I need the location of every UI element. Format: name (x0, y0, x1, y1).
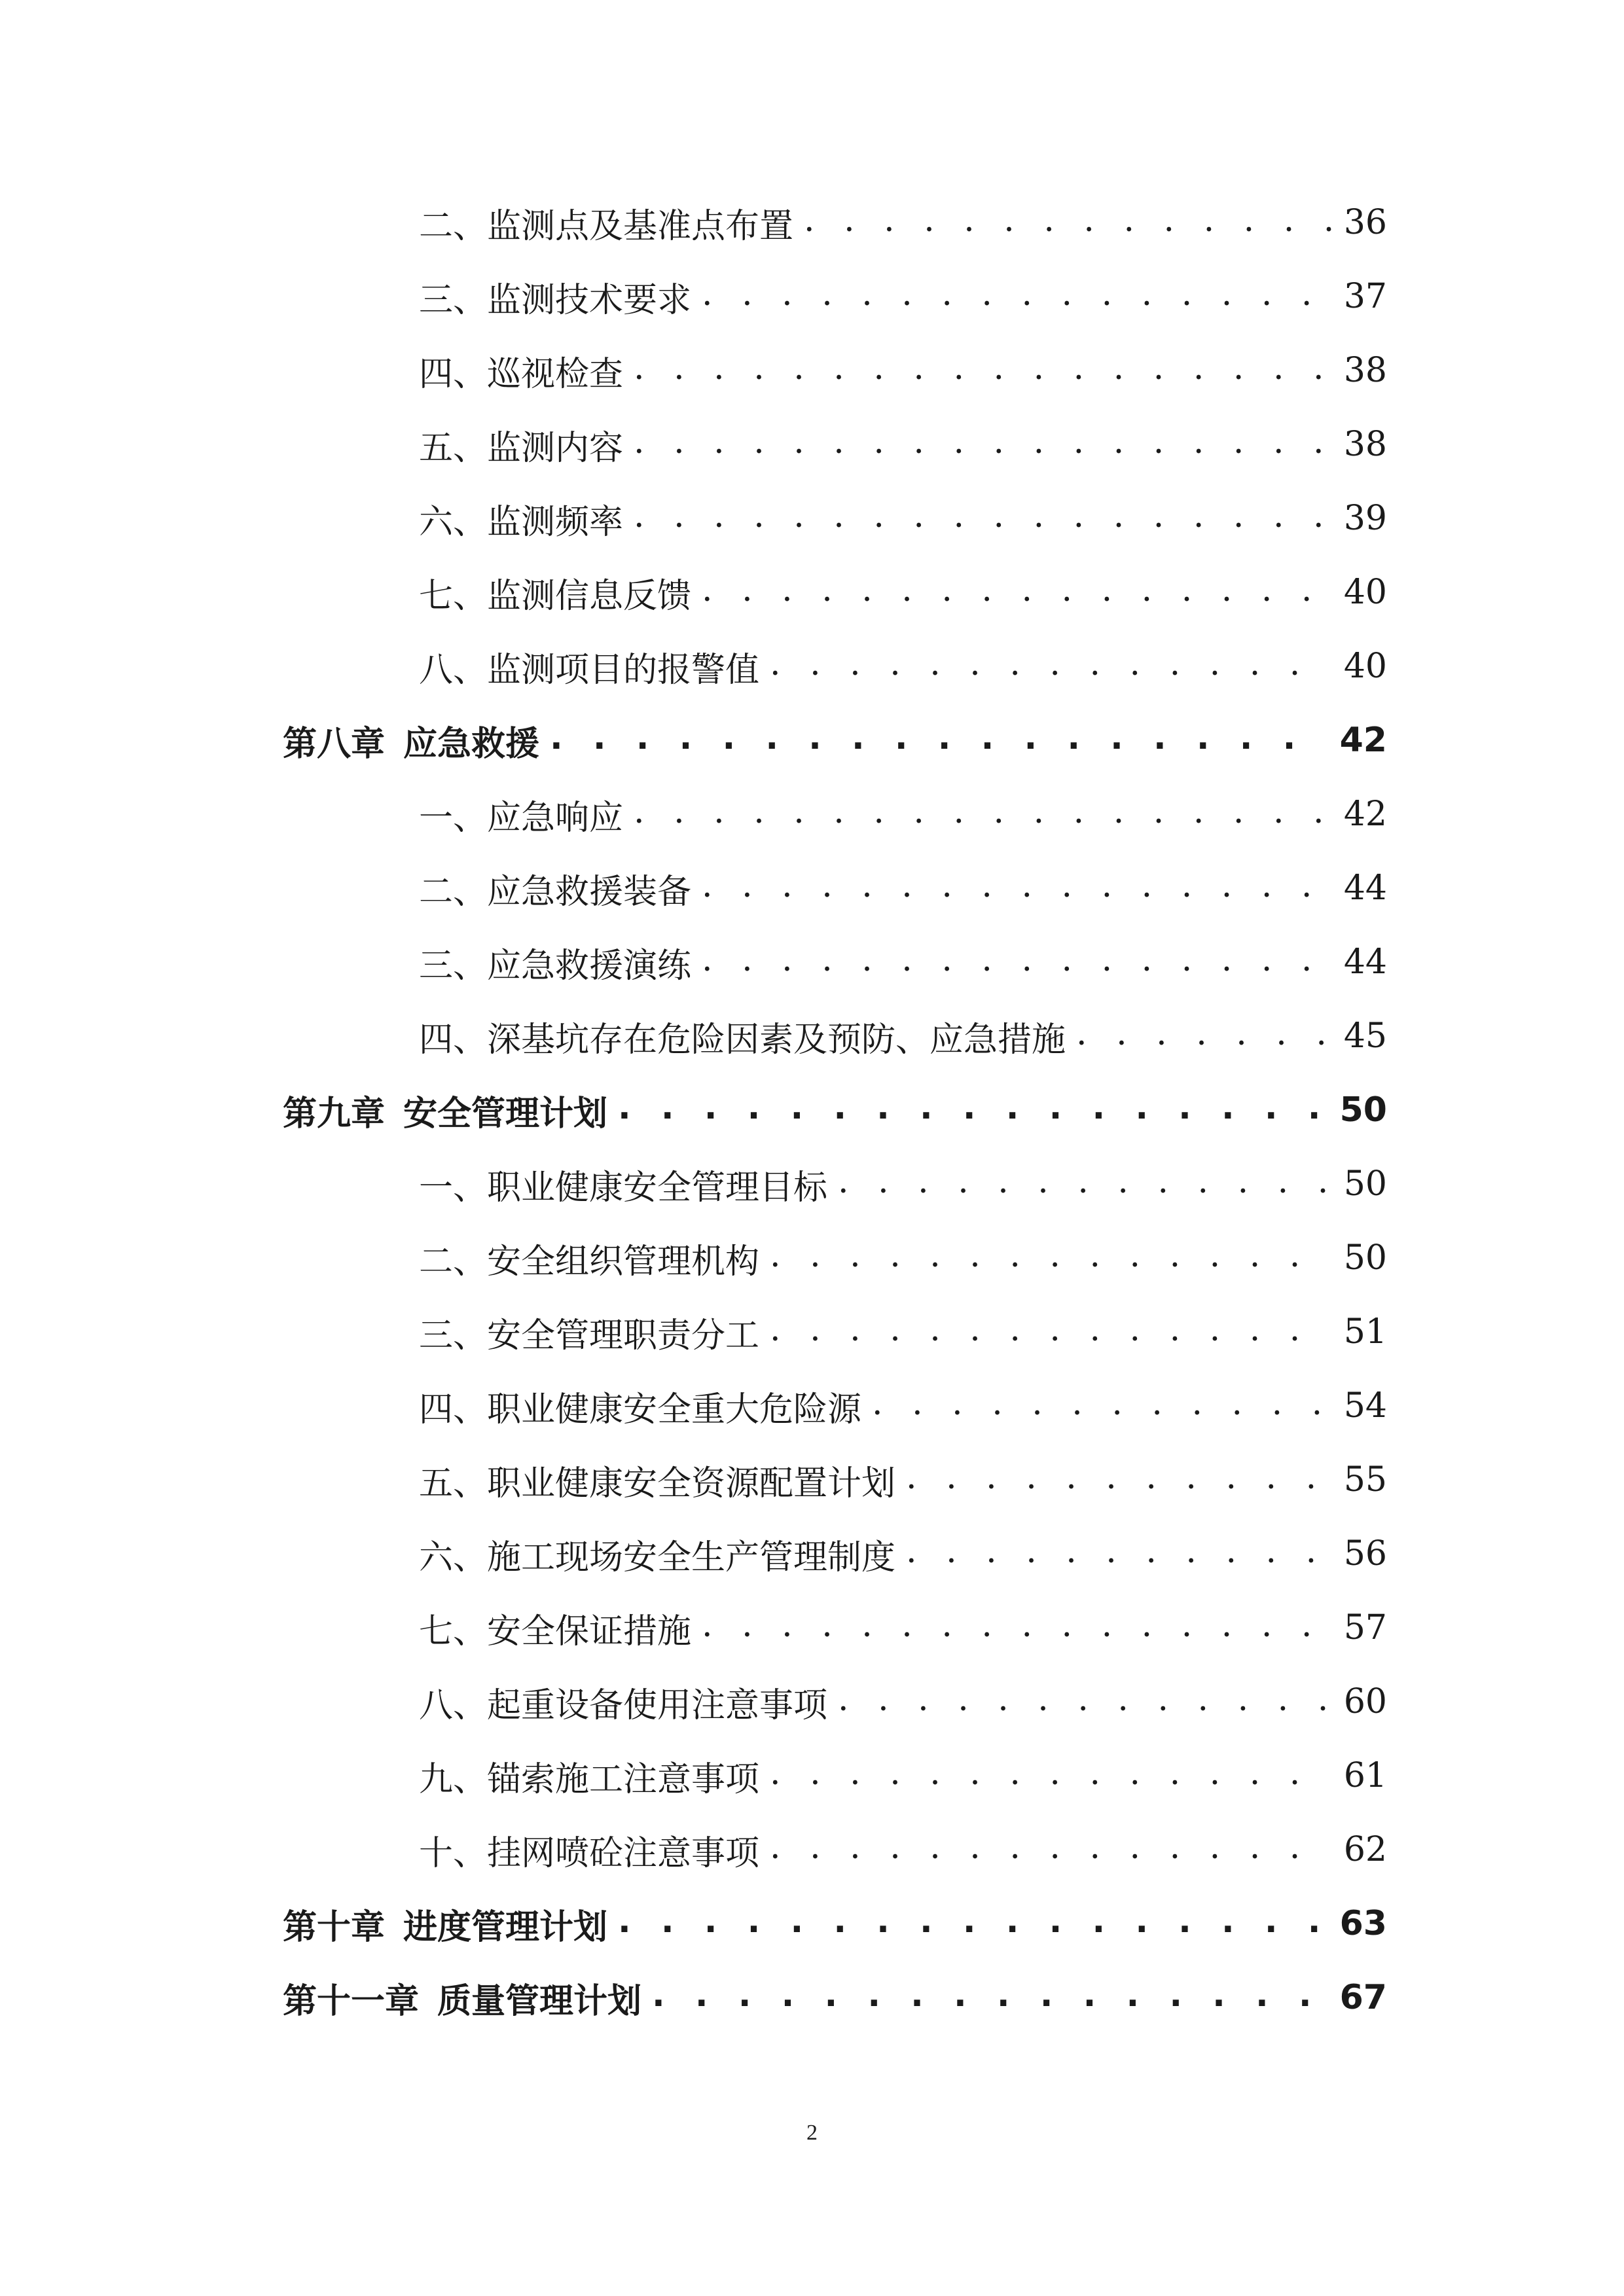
toc-entry-section[interactable] (419, 1454, 1387, 1506)
toc-entry-page: 50 (1339, 1090, 1387, 1130)
toc-entry-section[interactable] (419, 1010, 1387, 1062)
toc-entry-page: 60 (1343, 1682, 1387, 1721)
dot-leader (618, 1901, 1328, 1941)
toc-entry-section[interactable] (419, 1823, 1387, 1876)
toc-entry-page: 36 (1343, 203, 1387, 242)
toc-entry-section[interactable] (419, 1158, 1387, 1210)
toc-entry-section[interactable] (419, 640, 1387, 692)
dot-leader (804, 200, 1332, 240)
toc-entry-section[interactable] (419, 1380, 1387, 1432)
dot-leader (634, 496, 1332, 535)
dot-leader (634, 348, 1332, 387)
toc-entry-page: 50 (1343, 1164, 1387, 1204)
chapter-number: 第九章 (283, 1094, 386, 1134)
dot-leader (702, 940, 1332, 979)
toc-entry-page: 50 (1343, 1238, 1387, 1278)
toc-entry-title: 九、锚索施工注意事项 (419, 1759, 760, 1799)
toc-entry-title (283, 716, 539, 765)
toc-entry-title: 四、巡视检查 (419, 354, 624, 394)
toc-entry-title: 六、施工现场安全生产管理制度 (419, 1537, 896, 1577)
toc-entry-title (283, 1973, 641, 2022)
toc-entry-page: 42 (1339, 721, 1387, 760)
dot-leader (770, 1753, 1332, 1793)
toc-entry-page: 56 (1343, 1534, 1387, 1573)
toc-entry-page: 62 (1343, 1830, 1387, 1869)
toc-entry-title: 一、职业健康安全管理目标 (419, 1168, 828, 1208)
toc-entry-title (283, 1086, 607, 1135)
toc-entry-title: 七、安全保证措施 (419, 1611, 692, 1651)
toc-entry-page: 63 (1339, 1904, 1387, 1943)
chapter-title: 质量管理计划 (437, 1981, 642, 2021)
chapter-number: 第十一章 (283, 1981, 420, 2021)
toc-entry-page: 51 (1343, 1312, 1387, 1352)
toc-entry-title: 二、安全组织管理机构 (419, 1242, 760, 1282)
toc-entry-page: 57 (1343, 1608, 1387, 1647)
toc-entry-chapter[interactable] (283, 1897, 1387, 1950)
toc-entry-section[interactable] (419, 418, 1387, 471)
toc-entry-chapter[interactable] (283, 1084, 1387, 1136)
dot-leader (770, 1310, 1332, 1349)
toc-entry-page: 39 (1343, 499, 1387, 538)
dot-leader (618, 1088, 1328, 1127)
toc-entry-section[interactable] (419, 492, 1387, 545)
toc-entry-page: 40 (1343, 573, 1387, 612)
toc-entry-section[interactable] (419, 1676, 1387, 1728)
toc-entry-page: 45 (1343, 1016, 1387, 1056)
dot-leader (652, 1975, 1328, 2015)
chapter-title: 进度管理计划 (403, 1907, 608, 1947)
dot-leader (906, 1532, 1332, 1571)
chapter-title: 安全管理计划 (403, 1094, 608, 1134)
toc-entry-title (283, 1899, 607, 1948)
toc-entry-page: 44 (1343, 869, 1387, 908)
toc-entry-page: 67 (1339, 1978, 1387, 2017)
toc-entry-section[interactable] (419, 788, 1387, 840)
page-number: 2 (806, 2121, 818, 2145)
toc-entry-page: 54 (1343, 1386, 1387, 1426)
toc-entry-page: 42 (1343, 795, 1387, 834)
dot-leader (702, 570, 1332, 609)
toc-entry-section[interactable] (419, 1306, 1387, 1358)
dot-leader (770, 644, 1332, 683)
toc-entry-section[interactable] (419, 566, 1387, 619)
toc-entry-page: 38 (1343, 351, 1387, 390)
toc-entry-page: 55 (1343, 1460, 1387, 1499)
toc-entry-section[interactable] (419, 1528, 1387, 1580)
chapter-number: 第十章 (283, 1907, 386, 1947)
toc-entry-title: 三、监测技术要求 (419, 280, 692, 320)
toc-entry-section[interactable] (419, 1749, 1387, 1802)
toc-entry-chapter[interactable] (283, 1971, 1387, 2024)
toc-entry-title: 三、应急救援演练 (419, 946, 692, 986)
dot-leader (906, 1458, 1332, 1497)
chapter-title: 应急救援 (403, 724, 540, 764)
toc-entry-page: 40 (1343, 647, 1387, 686)
toc-entry-title: 六、监测频率 (419, 502, 624, 542)
toc-entry-title: 七、监测信息反馈 (419, 576, 692, 616)
toc-entry-title: 二、应急救援装备 (419, 872, 692, 912)
dot-leader (634, 422, 1332, 461)
dot-leader (634, 792, 1332, 831)
dot-leader (872, 1384, 1332, 1423)
dot-leader (770, 1236, 1332, 1275)
toc-entry-section[interactable] (419, 344, 1387, 397)
toc-entry-title: 八、起重设备使用注意事项 (419, 1685, 828, 1725)
toc-entry-section[interactable] (419, 862, 1387, 914)
toc-entry-title: 五、监测内容 (419, 428, 624, 468)
dot-leader (1076, 1014, 1332, 1053)
toc-entry-title: 八、监测项目的报警值 (419, 650, 760, 690)
toc-entry-page: 37 (1343, 277, 1387, 316)
toc-entry-page: 44 (1343, 942, 1387, 982)
dot-leader (838, 1679, 1332, 1719)
toc-entry-chapter[interactable] (283, 714, 1387, 766)
toc-entry-section[interactable] (419, 936, 1387, 988)
toc-entry-page: 38 (1343, 425, 1387, 464)
toc-entry-section[interactable] (419, 270, 1387, 323)
dot-leader (702, 1605, 1332, 1645)
toc-entry-title: 五、职业健康安全资源配置计划 (419, 1463, 896, 1503)
toc-entry-section[interactable] (419, 1232, 1387, 1284)
dot-leader (838, 1162, 1332, 1201)
toc-entry-title: 十、挂网喷砼注意事项 (419, 1833, 760, 1873)
dot-leader (702, 866, 1332, 905)
dot-leader (770, 1827, 1332, 1867)
toc-entry-title: 四、职业健康安全重大危险源 (419, 1390, 862, 1429)
dot-leader (702, 274, 1332, 314)
toc-entry-page: 61 (1343, 1756, 1387, 1795)
toc-entry-title: 二、监测点及基准点布置 (419, 206, 794, 246)
dot-leader (550, 718, 1328, 757)
chapter-number: 第八章 (283, 724, 386, 764)
toc-entry-title: 三、安全管理职责分工 (419, 1316, 760, 1355)
toc-entry-title: 一、应急响应 (419, 798, 624, 838)
toc-entry-title: 四、深基坑存在危险因素及预防、应急措施 (419, 1020, 1066, 1060)
toc-entry-section[interactable] (419, 196, 1387, 249)
toc-entry-section[interactable] (419, 1602, 1387, 1654)
